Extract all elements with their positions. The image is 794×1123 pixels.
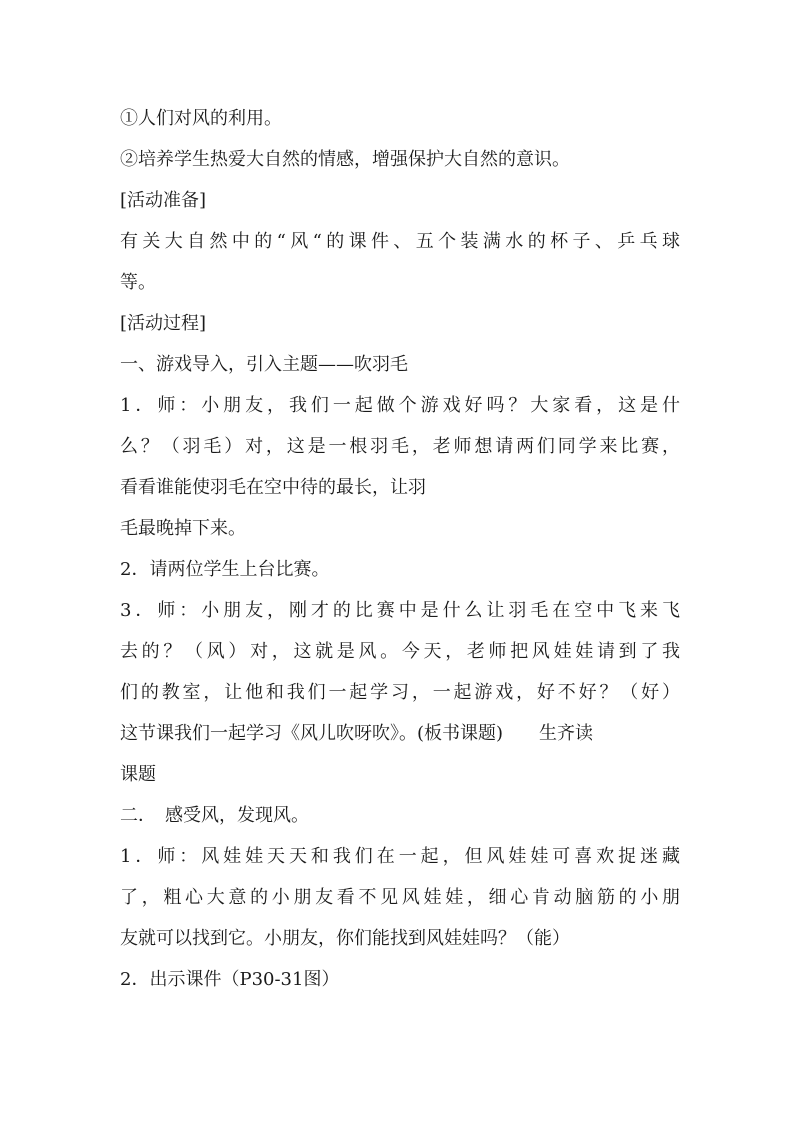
text-line: 课题: [120, 764, 156, 785]
text-line: 3．师：小朋友，刚才的比赛中是什么让羽毛在空中飞来飞: [120, 600, 680, 621]
section-heading: [活动准备]: [120, 190, 207, 211]
text-line: 这节课我们一起学习《风儿吹呀吹》。(板书课题) 生齐读: [120, 723, 594, 744]
text-line: 么？（羽毛）对，这是一根羽毛，老师想请两们同学来比赛，: [120, 436, 680, 457]
text-line: 友就可以找到它。小朋友，你们能找到风娃娃吗？（能）: [120, 928, 570, 949]
text-line: 们的教室，让他和我们一起学习，一起游戏，好不好？（好）: [120, 682, 680, 703]
text-line: 看看谁能使羽毛在空中待的最长，让羽: [120, 477, 426, 498]
section-heading: 二． 感受风，发现风。: [120, 805, 309, 826]
text-line: 有关大自然中的“风“的课件、五个装满水的杯子、乒乓球: [120, 231, 680, 252]
text-line: 等。: [120, 272, 156, 293]
document-body: [120, 98, 680, 1000]
section-heading: [活动过程]: [120, 313, 207, 334]
text-line: 1．师：小朋友，我们一起做个游戏好吗？大家看，这是什: [120, 395, 680, 416]
text-line: ②培养学生热爱大自然的情感，增强保护大自然的意识。: [120, 149, 570, 170]
text-line: 2．出示课件（P30-31图）: [120, 969, 340, 990]
text-line: 毛最晚掉下来。: [120, 518, 246, 539]
text-line: 了，粗心大意的小朋友看不见风娃娃，细心肯动脑筋的小朋: [120, 887, 680, 908]
text-line: 去的？（风）对，这就是风。今天，老师把风娃娃请到了我: [120, 641, 680, 662]
text-line: 2．请两位学生上台比赛。: [120, 559, 330, 580]
text-line: 1．师：风娃娃天天和我们在一起，但风娃娃可喜欢捉迷藏: [120, 846, 680, 867]
section-heading: 一、游戏导入，引入主题——吹羽毛: [120, 354, 408, 375]
text-line: ①人们对风的利用。: [120, 108, 282, 129]
